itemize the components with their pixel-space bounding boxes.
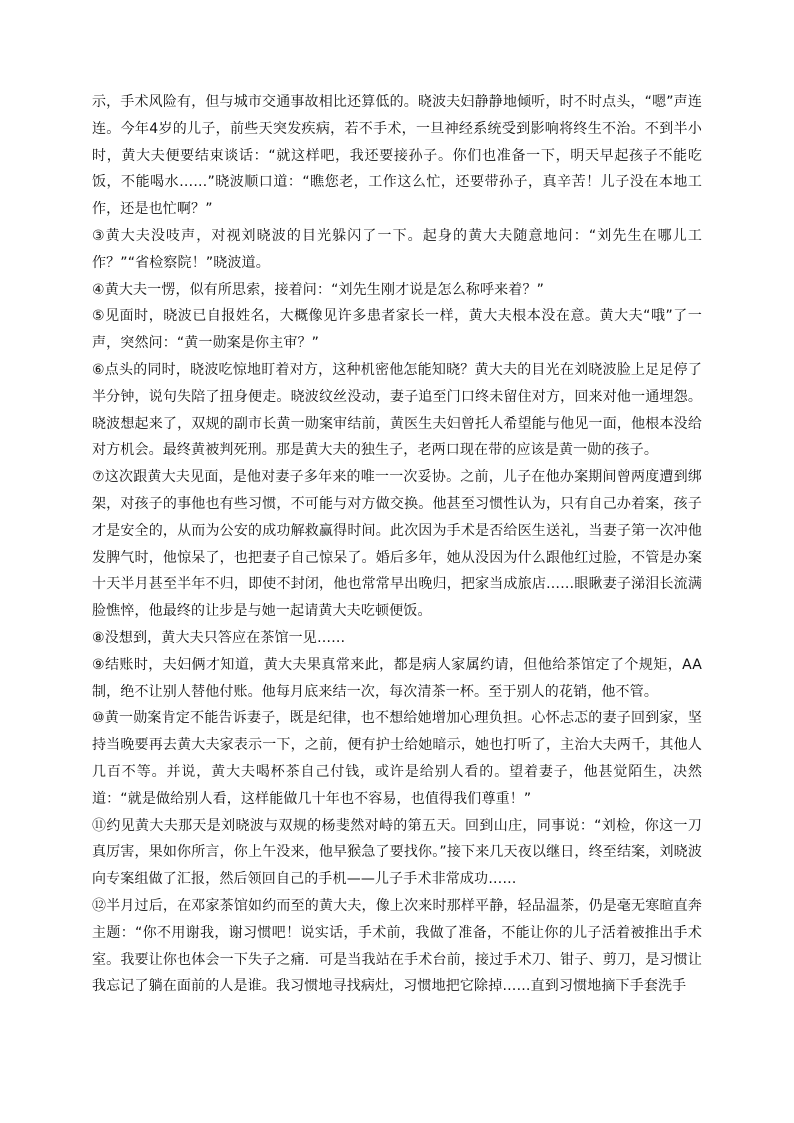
paragraph-7: ⑦这次跟黄大夫见面，是他对妻子多年来的唯一一次妥协。之前，儿子在他办案期间曾两度遭到绑架，对孩子的事他也有些习惯，不可能与对方做交换。他甚至习惯性认为，只有自己办着案，孩子才是安全的，从而为公安的成功解救赢得时间。此次因为手术是否给医生送礼，当妻子第一次冲他发脾气时，他惊呆了，也把妻子自己惊呆了。婚后多年，她从没因为什么跟他红过脸，不管是办案十天半月甚至半年不归，即使不封闭，他也常常早出晚归，把家当成旅店……眼瞅妻子涕泪长流满脸憔悴，他最终的让步是与她一起请黄大夫吃顿便饭。 — [92, 469, 702, 620]
paragraph-4: ④黄大夫一愣，似有所思索，接着问：“刘先生刚才说是怎么称呼来着？” — [92, 281, 545, 298]
paragraph-12: ⑫半月过后，在邓家茶馆如约而至的黄大夫，像上次来时那样平静，轻品温茶，仍是毫无寒暄直奔主题：“你不用谢我，谢习惯吧！说实话，手术前，我做了准备，不能让你的儿子活着被推出手术室。我要让你也体会一下失子之痛．可是当我站在手术台前，接过手术刀、钳子、剪刀，是习惯让我忘记了躺在面前的人是谁。我习惯地寻找病灶，习惯地把它除掉……直到习惯地摘下手套洗手 — [92, 897, 702, 995]
paragraph-10: ⑩黄一勋案肯定不能告诉妻子，既是纪律，也不想给她增加心理负担。心怀忐忑的妻子回到家，坚持当晚要再去黄大夫家表示一下，之前，便有护士给她暗示，她也打听了，主治大夫两千，其他人几百不等。并说，黄大夫喝杯茶自己付钱，或许是给别人看的。望着妻子，他甚觉陌生，决然道：“就是做给别人看，这样能做几十年也不容易，也值得我们尊重！” — [92, 710, 702, 807]
paragraph-9: ⑨结账时，夫妇俩才知道，黄大夫果真常来此，都是病人家属约请，但他给茶馆定了个规矩，AA制，绝不让别人替他付账。他每月底来结一次，每次清茶一杯。至于别人的花销，他不管。 — [92, 656, 702, 700]
paragraph-intro: 示，手术风险有，但与城市交通事故相比还算低的。晓波夫妇静静地倾听，时不时点头，“嗯”声连连。今年4岁的儿子，前些天突发疾病，若不手术，一旦神经系统受到影响将终生不治。不到半小时，黄大夫便要结束谈话：“就这样吧，我还要接孙子。你们也准备一下，明天早起孩子不能吃饭，不能喝水……”晓波顺口道：“瞧您老，工作这么忙，还要带孙子，真辛苦！儿子没在本地工作，还是也忙啊？” — [92, 94, 702, 218]
paragraph-3: ③黄大夫没吱声，对视刘晓波的目光躲闪了一下。起身的黄大夫随意地问：“刘先生在哪儿工作？”“省检察院！”晓波道。 — [92, 227, 702, 271]
paragraph-11: ⑪约见黄大夫那天是刘晓波与双规的杨斐然对峙的第五天。回到山庄，同事说：“刘检，你这一刀真厉害，果如你所言，你上午没来，他早猴急了要找你。”接下来几天夜以继日，终至结案，刘晓波向专案组做了汇报，然后领回自己的手机——儿子手术非常成功…… — [92, 817, 702, 888]
paragraph-5: ⑤见面时，晓波已自报姓名，大概像见许多患者家长一样，黄大夫根本没在意。黄大夫“哦”了一声，突然问：“黄一勋案是你主审？” — [92, 308, 702, 352]
paragraph-6: ⑥点头的同时，晓波吃惊地盯着对方，这种机密他怎能知晓？黄大夫的目光在刘晓波脸上足足停了半分钟，说句失陪了扭身便走。晓波纹丝没动，妻子追至门口终未留住对方，回来对他一通埋怨。晓波想起来了，双规的副市长黄一勋案审结前，黄医生夫妇曾托人希望能与他见一面，他根本没给对方机会。最终黄被判死刑。那是黄大夫的独生子，老两口现在带的应该是黄一勋的孩子。 — [92, 361, 702, 459]
paragraph-8: ⑧没想到，黄大夫只答应在茶馆一见…… — [92, 629, 346, 646]
